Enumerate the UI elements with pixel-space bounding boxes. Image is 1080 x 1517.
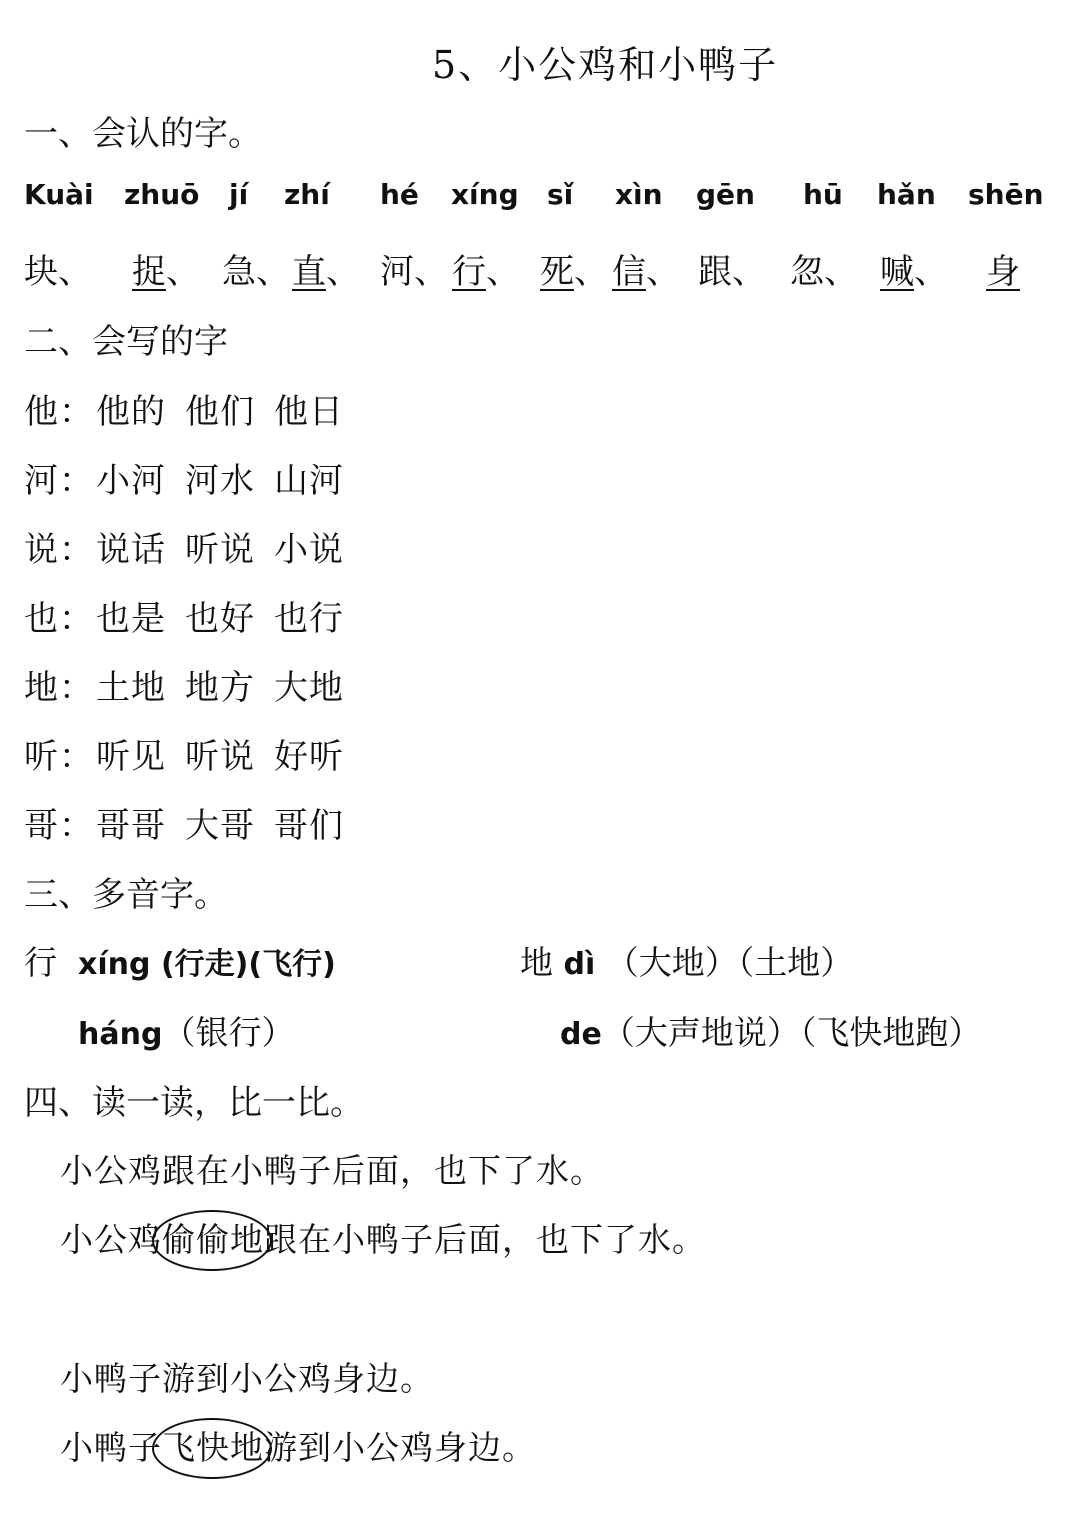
pinyin-11: hǎn [877, 178, 936, 211]
pinyin-10: hū [803, 178, 843, 211]
section-3-heading: 三、多音字。 [24, 875, 228, 915]
sentence-2: 小公鸡偷偷地跟在小鸭子后面，也下了水。 [60, 1214, 706, 1261]
char-xin: 信、 [612, 252, 680, 292]
char-he: 河、 [380, 252, 448, 292]
write-line-he: 河：小河 河水 山河 [24, 461, 344, 501]
pinyin-2: zhuō [124, 178, 200, 211]
sentence-3: 小鸭子游到小公鸡身边。 [60, 1359, 434, 1398]
char-hu: 忽、 [790, 252, 858, 292]
char-zhuo: 捉、 [132, 252, 200, 292]
section-1-heading: 一、会认的字。 [24, 114, 262, 154]
circled-word-feikuaide: 飞快地 [162, 1422, 264, 1469]
write-line-ye: 也：也是 也好 也行 [24, 599, 344, 639]
pinyin-4: zhí [284, 178, 330, 211]
write-line-di: 地：土地 地方 大地 [24, 668, 344, 708]
pinyin-8: xìn [615, 178, 663, 211]
page-title: 5、小公鸡和小鸭子 [432, 43, 779, 87]
char-si: 死、 [540, 252, 608, 292]
write-line-ting: 听：听见 听说 好听 [24, 737, 344, 777]
section-2-heading: 二、会写的字 [24, 322, 228, 362]
sentence-4: 小鸭子飞快地游到小公鸡身边。 [60, 1422, 536, 1469]
pinyin-12: shēn [968, 178, 1044, 211]
char-xing: 行、 [452, 252, 520, 292]
circled-word-toutoude: 偷偷地 [162, 1214, 264, 1261]
poly-di-line2: de（大声地说）（飞快地跑） [560, 1013, 982, 1052]
pinyin-7: sǐ [547, 178, 574, 211]
pinyin-6: xíng [451, 178, 519, 211]
char-gen: 跟、 [698, 252, 766, 292]
char-zhi: 直、 [292, 252, 360, 292]
char-kuai: 块、 [24, 252, 92, 292]
pinyin-9: gēn [696, 178, 755, 211]
write-line-shuo: 说：说话 听说 小说 [24, 530, 344, 570]
char-han: 喊、 [880, 252, 948, 292]
poly-xing-line1: 行 xíng (行走)(飞行) [24, 943, 336, 982]
sentence-1: 小公鸡跟在小鸭子后面，也下了水。 [60, 1151, 604, 1190]
poly-di-line1: 地 dì （大地）（土地） [520, 943, 854, 982]
char-ji: 急、 [222, 252, 290, 292]
write-line-ta: 他：他的 他们 他日 [24, 392, 344, 432]
write-line-ge: 哥：哥哥 大哥 哥们 [24, 806, 344, 846]
pinyin-3: jí [229, 178, 249, 211]
pinyin-1: Kuài [24, 178, 94, 211]
char-shen: 身 [986, 252, 1020, 292]
section-4-heading: 四、读一读，比一比。 [24, 1083, 364, 1123]
poly-xing-line2: háng（银行） [78, 1013, 295, 1052]
pinyin-5: hé [380, 178, 419, 211]
